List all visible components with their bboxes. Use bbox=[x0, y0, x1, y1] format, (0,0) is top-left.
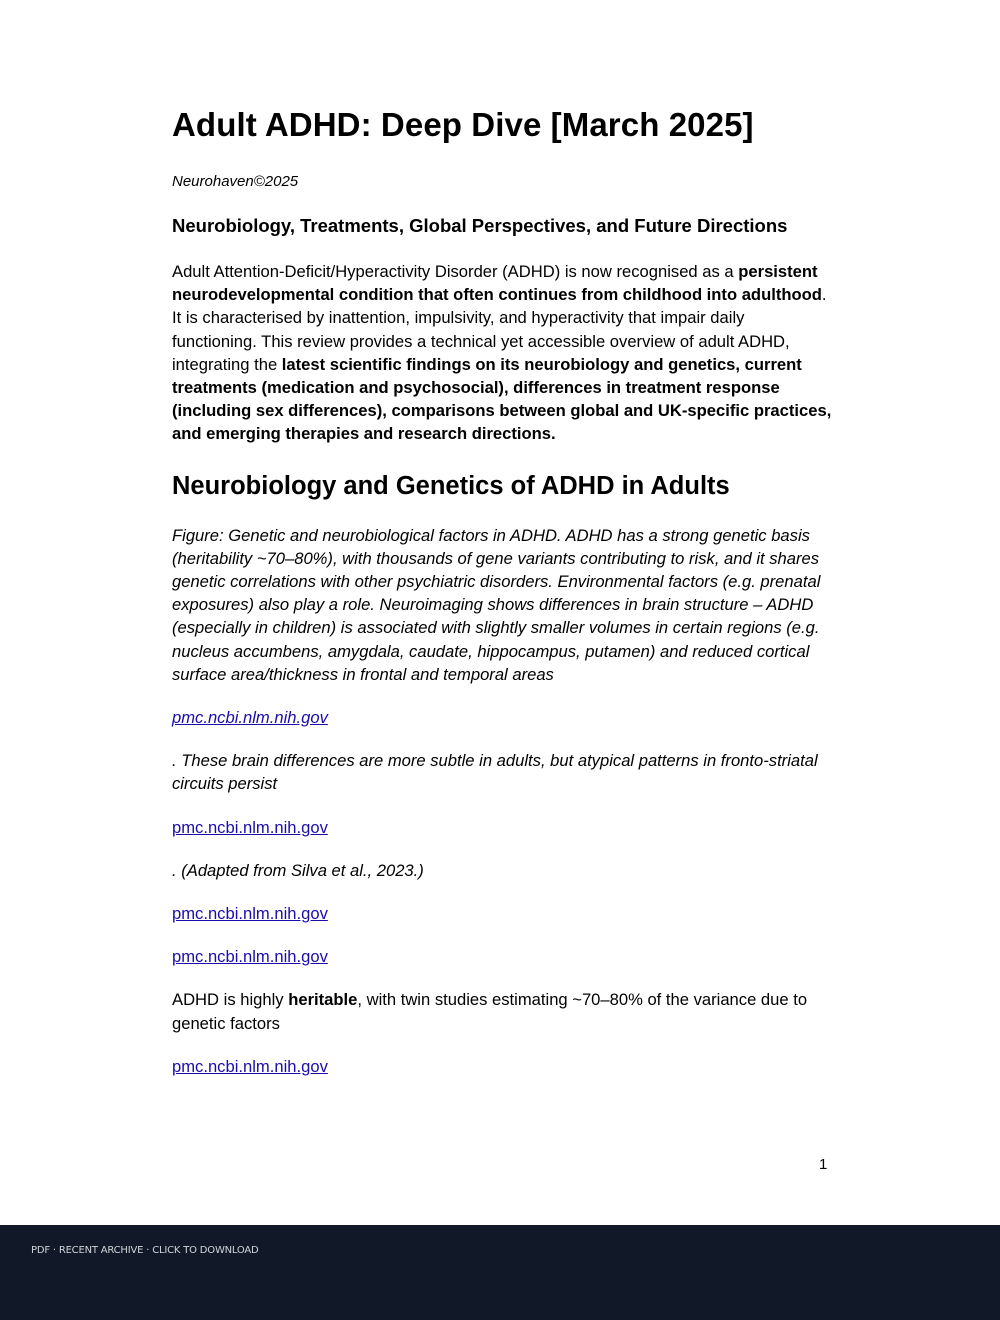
source-link-2-line bbox=[172, 816, 832, 839]
heritable-text-2: , with twin studies estimating ~70–80% of the variance due to genetic factors bbox=[172, 990, 808, 1033]
source-link-1[interactable]: pmc.ncbi.nlm.nih.gov bbox=[172, 708, 328, 728]
page-content bbox=[172, 104, 832, 1078]
intro-text-2: . It is characterised by inattention, impulsivity, and hyperactivity that impair daily functioning. This review provides a technical yet accessible overview of adult ADHD, integrating the bbox=[172, 285, 827, 374]
document-byline: Neurohaven©2025 bbox=[172, 173, 299, 190]
source-link-4-line bbox=[172, 945, 832, 968]
caption-continuation: . These brain differences are more subtle in adults, but atypical patterns in fronto-striatal circuits persist bbox=[172, 751, 818, 794]
page-number: 1 bbox=[819, 1156, 828, 1173]
section-heading: Neurobiology and Genetics of ADHD in Adults bbox=[172, 471, 730, 500]
intro-paragraph bbox=[172, 260, 832, 446]
heritable-bold: heritable bbox=[288, 990, 358, 1010]
intro-text-1: Adult Attention-Deficit/Hyperactivity Disorder (ADHD) is now recognised as a bbox=[172, 262, 739, 281]
adapted-note: . (Adapted from Silva et al., 2023.) bbox=[172, 860, 424, 880]
heritable-text-1: ADHD is highly bbox=[172, 990, 289, 1010]
intro-bold-1: persistent neurodevelopmental condition that often continues from childhood into adulthood bbox=[172, 262, 822, 305]
source-link-2[interactable]: pmc.ncbi.nlm.nih.gov bbox=[172, 817, 328, 837]
heritable-paragraph bbox=[172, 988, 832, 1034]
source-link-5[interactable]: pmc.ncbi.nlm.nih.gov bbox=[172, 1056, 328, 1076]
document-subtitle: Neurobiology, Treatments, Global Perspectives, and Future Directions bbox=[172, 215, 788, 236]
document-title: Adult ADHD: Deep Dive [March 2025] bbox=[172, 106, 754, 143]
intro-bold-2: latest scientific findings on its neurobiology and genetics, current treatments (medication and psychosocial), differences in treatment response (including sex differences), comparisons between global and UK-specific practices, and emerging therapies and research directions. bbox=[172, 354, 832, 444]
source-link-4[interactable]: pmc.ncbi.nlm.nih.gov bbox=[172, 947, 328, 967]
source-link-3-line bbox=[172, 902, 832, 925]
figure-caption: Figure: Genetic and neurobiological factors in ADHD. ADHD has a strong genetic basis (heritability ~70–80%), with thousands of gene variants contributing to risk, and it shares genetic correlations with other psychiatric disorders. Environmental factors (e.g. prenatal exposures) also play a role. Neuroimaging shows differences in brain structure – ADHD (especially in children) is associated with slightly smaller volumes in certain regions (e.g. nucleus accumbens, amygdala, caudate, hippocampus, putamen) and reduced cortical surface area/thickness in frontal and temporal areas bbox=[172, 525, 821, 684]
download-footer-label[interactable]: PDF · RECENT ARCHIVE · CLICK TO DOWNLOAD bbox=[31, 1245, 259, 1256]
source-link-1-line bbox=[172, 706, 832, 729]
source-link-3[interactable]: pmc.ncbi.nlm.nih.gov bbox=[172, 904, 328, 924]
download-footer-bar[interactable] bbox=[0, 1225, 1000, 1320]
source-link-5-line bbox=[172, 1055, 832, 1078]
